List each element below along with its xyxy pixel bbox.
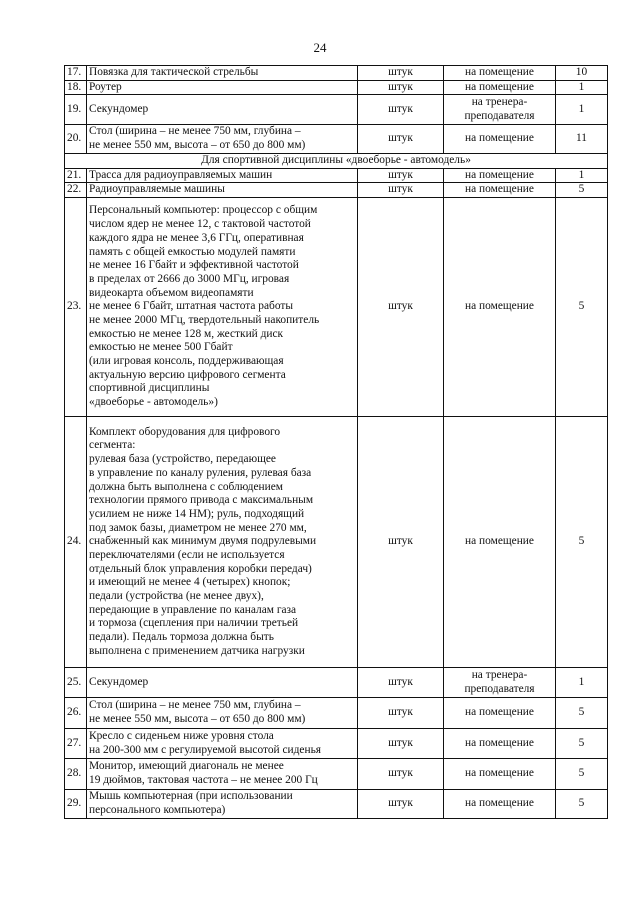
item-count: 5 [556,790,608,819]
row-number: 29. [65,790,87,819]
item-count: 10 [556,66,608,81]
item-quantity-basis: на тренера- преподавателя [444,668,556,698]
item-quantity-basis: на помещение [444,168,556,183]
table-row [65,698,608,729]
table-row [65,759,608,790]
table-row [65,125,608,153]
row-number: 22. [65,183,87,198]
item-count: 1 [556,80,608,95]
item-unit: штук [358,698,444,729]
row-number: 23. [65,198,87,417]
table-row [65,790,608,819]
item-name: Кресло с сиденьем ниже уровня стола на 200-300 мм с регулируемой высотой сиденья [87,729,358,759]
row-number: 20. [65,125,87,153]
item-count: 11 [556,125,608,153]
table-row [65,66,608,81]
item-count: 5 [556,729,608,759]
equipment-table [64,65,608,819]
table-row [65,80,608,95]
item-quantity-basis: на тренера- преподавателя [444,95,556,125]
item-unit: штук [358,66,444,81]
item-name: Радиоуправляемые машины [87,183,358,198]
item-name: Трасса для радиоуправляемых машин [87,168,358,183]
item-name: Секундомер [87,668,358,698]
item-quantity-basis: на помещение [444,183,556,198]
item-quantity-basis: на помещение [444,198,556,417]
item-quantity-basis: на помещение [444,66,556,81]
row-number: 26. [65,698,87,729]
item-name: Стол (ширина – не менее 750 мм, глубина – не менее 550 мм, высота – от 650 до 800 мм) [87,698,358,729]
item-name: Мышь компьютерная (при использовании персонального компьютера) [87,790,358,819]
row-number: 28. [65,759,87,790]
table-row [65,729,608,759]
item-name: Монитор, имеющий диагональ не менее 19 дюймов, тактовая частота – не менее 200 Гц [87,759,358,790]
item-unit: штук [358,198,444,417]
section-row [65,153,608,168]
item-unit: штук [358,729,444,759]
item-name: Комплект оборудования для цифрового сегмента: рулевая база (устройство, передающее в управление по каналу руления, рулевая база должна быть выполнена с соблюдением технологии прямого привода с максимальным усилием не ниже 14 НМ); руль, подходящий под замок базы, диаметром не менее 270 мм, снабженный как минимум двумя подрулевыми переключателями (если не используется отдельный блок управления коробки передач) и имеющий не менее 4 (четырех) кнопок; педали (устройства (не менее двух), передающие в управление по каналам газа и тормоза (сцепления при наличии третьей педали). Педаль тормоза должна быть выполнена с применением датчика нагрузки [87,417,358,668]
item-count: 5 [556,417,608,668]
item-name: Повязка для тактической стрельбы [87,66,358,81]
table-row [65,168,608,183]
row-number: 19. [65,95,87,125]
item-count: 5 [556,183,608,198]
item-unit: штук [358,80,444,95]
row-number: 21. [65,168,87,183]
item-name: Персональный компьютер: процессор с общим числом ядер не менее 12, с тактовой частотой каждого ядра не менее 3,6 ГГц, оперативная память с общей емкостью модулей памяти не менее 16 Гбайт и эффективной частотой в пределах от 2666 до 3000 МГц, игровая видеокарта объемом видеопамяти не менее 6 Гбайт, штатная частота работы не менее 2000 МГц, твердотельный накопитель емкостью не менее 128 м, жесткий диск емкостью не менее 500 Гбайт (или игровая консоль, поддерживающая актуальную версию цифрового сегмента спортивной дисциплины «двоеборье - автомодель») [87,198,358,417]
item-count: 1 [556,668,608,698]
row-number: 27. [65,729,87,759]
item-unit: штук [358,183,444,198]
item-count: 1 [556,95,608,125]
page-number: 24 [313,40,327,55]
item-unit: штук [358,417,444,668]
item-quantity-basis: на помещение [444,80,556,95]
item-count: 5 [556,759,608,790]
item-name: Секундомер [87,95,358,125]
table-row [65,183,608,198]
item-quantity-basis: на помещение [444,790,556,819]
item-name: Роутер [87,80,358,95]
item-quantity-basis: на помещение [444,759,556,790]
item-count: 1 [556,168,608,183]
item-quantity-basis: на помещение [444,729,556,759]
item-count: 5 [556,698,608,729]
table-row [65,95,608,125]
section-heading: Для спортивной дисциплины «двоеборье - автомодель» [65,153,608,168]
item-unit: штук [358,95,444,125]
row-number: 24. [65,417,87,668]
item-quantity-basis: на помещение [444,417,556,668]
table-row [65,668,608,698]
table-row [65,198,608,417]
item-unit: штук [358,125,444,153]
row-number: 17. [65,66,87,81]
item-unit: штук [358,790,444,819]
item-unit: штук [358,168,444,183]
item-name: Стол (ширина – не менее 750 мм, глубина – не менее 550 мм, высота – от 650 до 800 мм) [87,125,358,153]
item-quantity-basis: на помещение [444,698,556,729]
table-row [65,417,608,668]
row-number: 18. [65,80,87,95]
item-count: 5 [556,198,608,417]
item-unit: штук [358,759,444,790]
item-quantity-basis: на помещение [444,125,556,153]
row-number: 25. [65,668,87,698]
item-unit: штук [358,668,444,698]
